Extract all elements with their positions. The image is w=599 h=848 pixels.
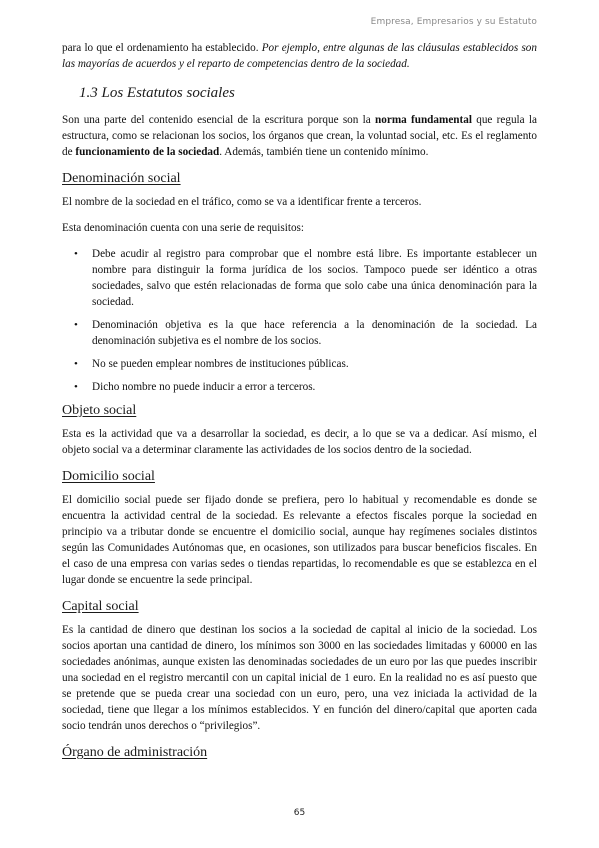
bullet-icon: • <box>74 381 78 393</box>
bullet-icon: • <box>74 248 78 260</box>
list-item-text: Denominación objetiva es la que hace referencia a la denominación de la sociedad. La denominación subjetiva es el nombre de los socios. <box>92 319 537 347</box>
estatutos-bold-norma: norma fundamental <box>375 114 472 126</box>
running-header: Empresa, Empresarios y su Estatuto <box>370 17 537 27</box>
domicilio-paragraph: El domicilio social puede ser fijado donde se prefiera, pero lo habitual y recomendable es donde se encuentra la actividad central de la sociedad. Es relevante a efectos fiscales porque la sociedad en principio va a tributar donde se encuentre el domicilio social, aunque hay regímenes sociales distintos según las Comunidades Autónomas que, en ocasiones, son utilizados para buscar beneficios fiscales. En el caso de una empresa con varias sedes o tiendas repartidas, lo recomendable es que se establezca en el lugar donde se encuentre la sede principal. <box>62 494 537 586</box>
objeto-paragraph: Esta es la actividad que va a desarrollar la sociedad, es decir, a lo que se va a dedicar. Así mismo, el objeto social va a determinar claramente las actividades de los socios dentro de la sociedad. <box>62 428 537 456</box>
organo-heading: Órgano de administración <box>62 745 208 760</box>
bullet-icon: • <box>74 319 78 331</box>
domicilio-heading: Domicilio social <box>62 469 155 484</box>
estatutos-paragraph <box>62 112 537 160</box>
intro-text: para lo que el ordenamiento ha establecido. <box>62 42 262 54</box>
list-item <box>62 356 537 372</box>
intro-italic-text: Por ejemplo, entre algunas de las cláusulas establecidos son las mayorías de acuerdos y el reparto de competencias dentro de la sociedad. <box>62 42 537 70</box>
denominacion-heading: Denominación social <box>62 171 181 186</box>
list-item-text: Dicho nombre no puede inducir a error a terceros. <box>92 381 316 393</box>
capital-heading: Capital social <box>62 599 139 614</box>
requisitos-list <box>62 246 537 395</box>
objeto-heading: Objeto social <box>62 403 137 418</box>
list-item-text: Debe acudir al registro para comprobar que el nombre está libre. Es importante establecer un nombre para distinguir la forma jurídica de los socios. Tampoco puede ser idéntico a otras sociedades, salvo que estén relacionadas de forma que solo cabe una única denominación para la sociedad. <box>92 248 537 308</box>
page-content <box>62 40 537 768</box>
estatutos-text-e: . Además, también tiene un contenido mínimo. <box>219 146 429 158</box>
bullet-icon: • <box>74 358 78 370</box>
list-item-text: No se pueden emplear nombres de instituciones públicas. <box>92 358 349 370</box>
list-item <box>62 317 537 349</box>
estatutos-text-a: Son una parte del contenido esencial de la escritura porque son la <box>62 114 376 126</box>
page-number: 65 <box>293 808 306 818</box>
list-item <box>62 379 537 395</box>
denominacion-paragraph-2: Esta denominación cuenta con una serie de requisitos: <box>62 222 305 234</box>
estatutos-text-c: que regula la estructura, como se relacionan los socios, los órganos que crean, la voluntad social, etc. Es el reglamento de <box>62 114 537 158</box>
section-title: 1.3 Los Estatutos sociales <box>79 85 235 101</box>
intro-paragraph <box>62 40 537 72</box>
list-item <box>62 246 537 310</box>
estatutos-bold-funcionamiento: funcionamiento de la sociedad <box>75 146 220 158</box>
capital-paragraph: Es la cantidad de dinero que destinan los socios a la sociedad de capital al inicio de la sociedad. Los socios aportan una cantidad de dinero, los mínimos son 3000 en las sociedades limitadas y 60000 en las sociedades anónimas, aunque existen las denominadas sociedades de un euro por las que puedes inscribir una sociedad en el registro mercantil con un capital inicial de 1 euro. En la realidad no es así puesto que se pretende que se pueda crear una sociedad con un euro, pero, una vez iniciada la actividad de la sociedad, tiene que llegar a los mínimos establecidos. Y en función del dinero/capital que aporten cada socio tendrán unos derechos o “privilegios”. <box>62 624 537 732</box>
denominacion-paragraph-1: El nombre de la sociedad en el tráfico, como se va a identificar frente a terceros. <box>62 196 422 208</box>
